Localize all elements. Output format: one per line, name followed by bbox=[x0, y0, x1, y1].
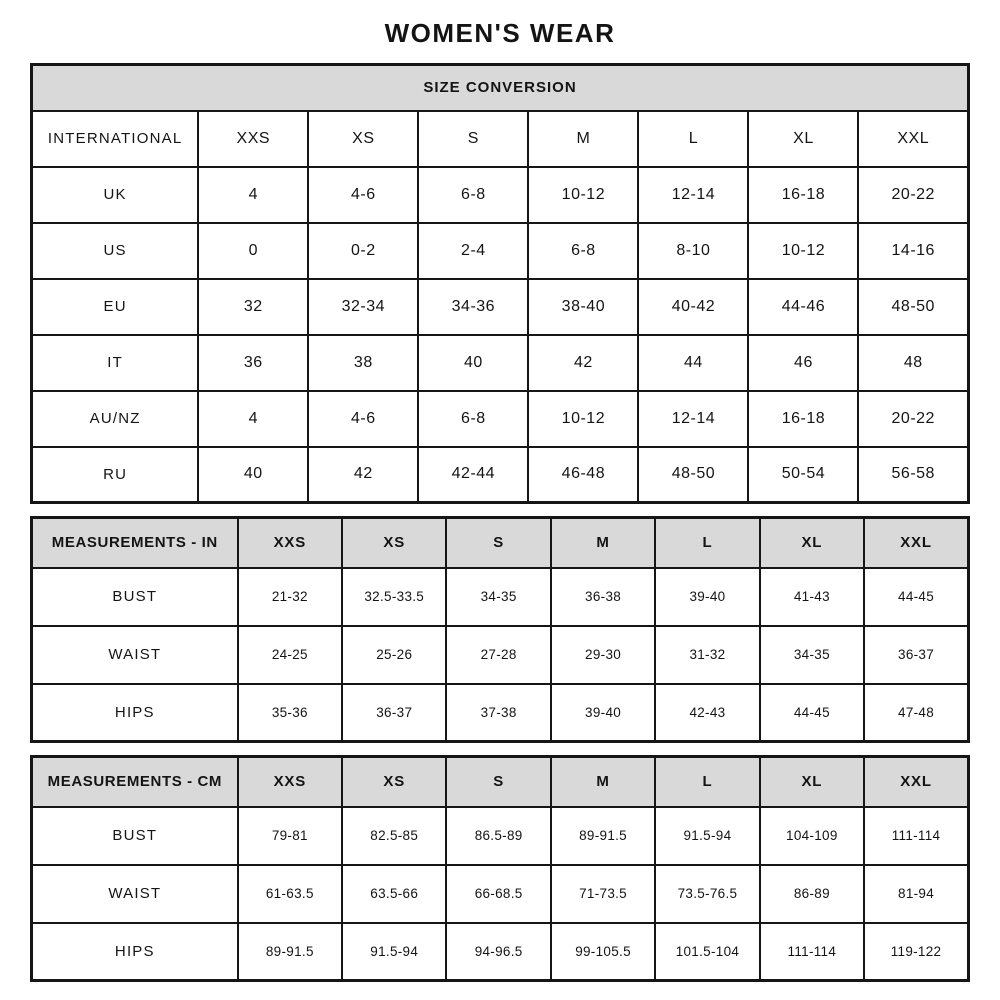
size-column-header: S bbox=[418, 111, 528, 167]
size-value-cell: 42-44 bbox=[418, 447, 528, 503]
measurement-value-cell: 39-40 bbox=[551, 684, 655, 742]
size-value-cell: 4-6 bbox=[308, 167, 418, 223]
measurement-value-cell: 21-32 bbox=[238, 568, 342, 626]
measurement-value-cell: 101.5-104 bbox=[655, 923, 759, 981]
size-value-cell: 50-54 bbox=[748, 447, 858, 503]
measurement-value-cell: 91.5-94 bbox=[655, 807, 759, 865]
size-value-cell: 4 bbox=[198, 391, 308, 447]
measurement-value-cell: 34-35 bbox=[760, 626, 864, 684]
size-column-header: XXS bbox=[238, 518, 342, 568]
size-value-cell: 14-16 bbox=[858, 223, 968, 279]
size-value-cell: 42 bbox=[308, 447, 418, 503]
measurement-value-cell: 36-37 bbox=[864, 626, 968, 684]
table-row bbox=[32, 684, 969, 742]
table-row bbox=[32, 518, 969, 568]
size-value-cell: 20-22 bbox=[858, 391, 968, 447]
table-row bbox=[32, 167, 969, 223]
size-column-header: XL bbox=[760, 757, 864, 807]
table-row bbox=[32, 223, 969, 279]
size-conversion-table bbox=[30, 63, 970, 504]
measurement-value-cell: 27-28 bbox=[446, 626, 550, 684]
measurement-value-cell: 24-25 bbox=[238, 626, 342, 684]
table-row bbox=[32, 757, 969, 807]
size-column-header: XXS bbox=[238, 757, 342, 807]
measurement-value-cell: 35-36 bbox=[238, 684, 342, 742]
table-row bbox=[32, 626, 969, 684]
size-value-cell: 16-18 bbox=[748, 167, 858, 223]
size-column-header: S bbox=[446, 518, 550, 568]
measurement-value-cell: 44-45 bbox=[864, 568, 968, 626]
size-column-header: XL bbox=[760, 518, 864, 568]
row-label: WAIST bbox=[32, 865, 238, 923]
measurement-value-cell: 42-43 bbox=[655, 684, 759, 742]
measurement-value-cell: 73.5-76.5 bbox=[655, 865, 759, 923]
table-row bbox=[32, 335, 969, 391]
size-column-header: XXS bbox=[198, 111, 308, 167]
row-label: AU/NZ bbox=[32, 391, 199, 447]
measurements-cm-table bbox=[30, 755, 970, 982]
table-row bbox=[32, 447, 969, 503]
size-value-cell: 0 bbox=[198, 223, 308, 279]
size-value-cell: 20-22 bbox=[858, 167, 968, 223]
size-conversion-body bbox=[32, 65, 969, 503]
measurement-value-cell: 44-45 bbox=[760, 684, 864, 742]
measurement-value-cell: 34-35 bbox=[446, 568, 550, 626]
size-value-cell: 32-34 bbox=[308, 279, 418, 335]
size-column-header: L bbox=[655, 757, 759, 807]
size-column-header: XL bbox=[748, 111, 858, 167]
size-value-cell: 42 bbox=[528, 335, 638, 391]
size-value-cell: 12-14 bbox=[638, 167, 748, 223]
size-value-cell: 38-40 bbox=[528, 279, 638, 335]
measurements-header-label: MEASUREMENTS - IN bbox=[32, 518, 238, 568]
row-label: IT bbox=[32, 335, 199, 391]
table-row bbox=[32, 807, 969, 865]
measurement-value-cell: 86.5-89 bbox=[446, 807, 550, 865]
size-value-cell: 16-18 bbox=[748, 391, 858, 447]
size-value-cell: 6-8 bbox=[418, 391, 528, 447]
measurement-value-cell: 94-96.5 bbox=[446, 923, 550, 981]
row-label: BUST bbox=[32, 568, 238, 626]
size-value-cell: 32 bbox=[198, 279, 308, 335]
measurements-in-table bbox=[30, 516, 970, 743]
size-value-cell: 6-8 bbox=[418, 167, 528, 223]
size-value-cell: 48 bbox=[858, 335, 968, 391]
size-column-header: L bbox=[638, 111, 748, 167]
measurement-value-cell: 79-81 bbox=[238, 807, 342, 865]
measurements-cm-body bbox=[32, 757, 969, 981]
page-title: WOMEN'S WEAR bbox=[384, 18, 616, 48]
size-value-cell: 4-6 bbox=[308, 391, 418, 447]
table-row bbox=[32, 568, 969, 626]
size-value-cell: 48-50 bbox=[638, 447, 748, 503]
measurement-value-cell: 89-91.5 bbox=[238, 923, 342, 981]
measurement-value-cell: 89-91.5 bbox=[551, 807, 655, 865]
measurement-value-cell: 104-109 bbox=[760, 807, 864, 865]
measurements-header-label: MEASUREMENTS - CM bbox=[32, 757, 238, 807]
measurement-value-cell: 86-89 bbox=[760, 865, 864, 923]
table-row bbox=[32, 923, 969, 981]
measurement-value-cell: 71-73.5 bbox=[551, 865, 655, 923]
size-value-cell: 46-48 bbox=[528, 447, 638, 503]
size-column-header: L bbox=[655, 518, 759, 568]
size-value-cell: 10-12 bbox=[528, 167, 638, 223]
size-value-cell: 0-2 bbox=[308, 223, 418, 279]
measurements-in-body bbox=[32, 518, 969, 742]
row-label: WAIST bbox=[32, 626, 238, 684]
size-value-cell: 10-12 bbox=[528, 391, 638, 447]
size-value-cell: 36 bbox=[198, 335, 308, 391]
measurement-value-cell: 119-122 bbox=[864, 923, 968, 981]
size-value-cell: 34-36 bbox=[418, 279, 528, 335]
size-column-header: M bbox=[551, 518, 655, 568]
size-value-cell: 12-14 bbox=[638, 391, 748, 447]
measurement-value-cell: 99-105.5 bbox=[551, 923, 655, 981]
row-label: HIPS bbox=[32, 684, 238, 742]
measurement-value-cell: 25-26 bbox=[342, 626, 446, 684]
size-value-cell: 46 bbox=[748, 335, 858, 391]
table-row bbox=[32, 391, 969, 447]
measurement-value-cell: 36-38 bbox=[551, 568, 655, 626]
size-column-header: XS bbox=[342, 757, 446, 807]
measurement-value-cell: 61-63.5 bbox=[238, 865, 342, 923]
size-value-cell: 44 bbox=[638, 335, 748, 391]
size-value-cell: 2-4 bbox=[418, 223, 528, 279]
table-row bbox=[32, 865, 969, 923]
size-column-header: XS bbox=[342, 518, 446, 568]
measurement-value-cell: 111-114 bbox=[760, 923, 864, 981]
size-value-cell: 40 bbox=[198, 447, 308, 503]
table-row bbox=[32, 279, 969, 335]
measurement-value-cell: 81-94 bbox=[864, 865, 968, 923]
table-row bbox=[32, 111, 969, 167]
measurement-value-cell: 91.5-94 bbox=[342, 923, 446, 981]
row-label: RU bbox=[32, 447, 199, 503]
size-value-cell: 48-50 bbox=[858, 279, 968, 335]
size-value-cell: 8-10 bbox=[638, 223, 748, 279]
size-value-cell: 38 bbox=[308, 335, 418, 391]
size-value-cell: 44-46 bbox=[748, 279, 858, 335]
row-label: HIPS bbox=[32, 923, 238, 981]
measurement-value-cell: 39-40 bbox=[655, 568, 759, 626]
size-column-header: XXL bbox=[864, 757, 968, 807]
size-value-cell: 10-12 bbox=[748, 223, 858, 279]
size-column-header: M bbox=[528, 111, 638, 167]
size-value-cell: 4 bbox=[198, 167, 308, 223]
row-label: UK bbox=[32, 167, 199, 223]
measurement-value-cell: 66-68.5 bbox=[446, 865, 550, 923]
measurement-value-cell: 82.5-85 bbox=[342, 807, 446, 865]
measurement-value-cell: 32.5-33.5 bbox=[342, 568, 446, 626]
size-value-cell: 56-58 bbox=[858, 447, 968, 503]
size-column-header: XXL bbox=[864, 518, 968, 568]
size-column-header: XS bbox=[308, 111, 418, 167]
size-column-header: S bbox=[446, 757, 550, 807]
row-label: US bbox=[32, 223, 199, 279]
region-column-header: INTERNATIONAL bbox=[32, 111, 199, 167]
size-value-cell: 40 bbox=[418, 335, 528, 391]
measurement-value-cell: 36-37 bbox=[342, 684, 446, 742]
size-column-header: XXL bbox=[858, 111, 968, 167]
measurement-value-cell: 31-32 bbox=[655, 626, 759, 684]
measurement-value-cell: 47-48 bbox=[864, 684, 968, 742]
measurement-value-cell: 29-30 bbox=[551, 626, 655, 684]
row-label: BUST bbox=[32, 807, 238, 865]
row-label: EU bbox=[32, 279, 199, 335]
table-row bbox=[32, 65, 969, 111]
size-value-cell: 6-8 bbox=[528, 223, 638, 279]
measurement-value-cell: 111-114 bbox=[864, 807, 968, 865]
measurement-value-cell: 37-38 bbox=[446, 684, 550, 742]
size-column-header: M bbox=[551, 757, 655, 807]
size-value-cell: 40-42 bbox=[638, 279, 748, 335]
measurement-value-cell: 63.5-66 bbox=[342, 865, 446, 923]
measurement-value-cell: 41-43 bbox=[760, 568, 864, 626]
size-conversion-banner: SIZE CONVERSION bbox=[32, 65, 969, 111]
